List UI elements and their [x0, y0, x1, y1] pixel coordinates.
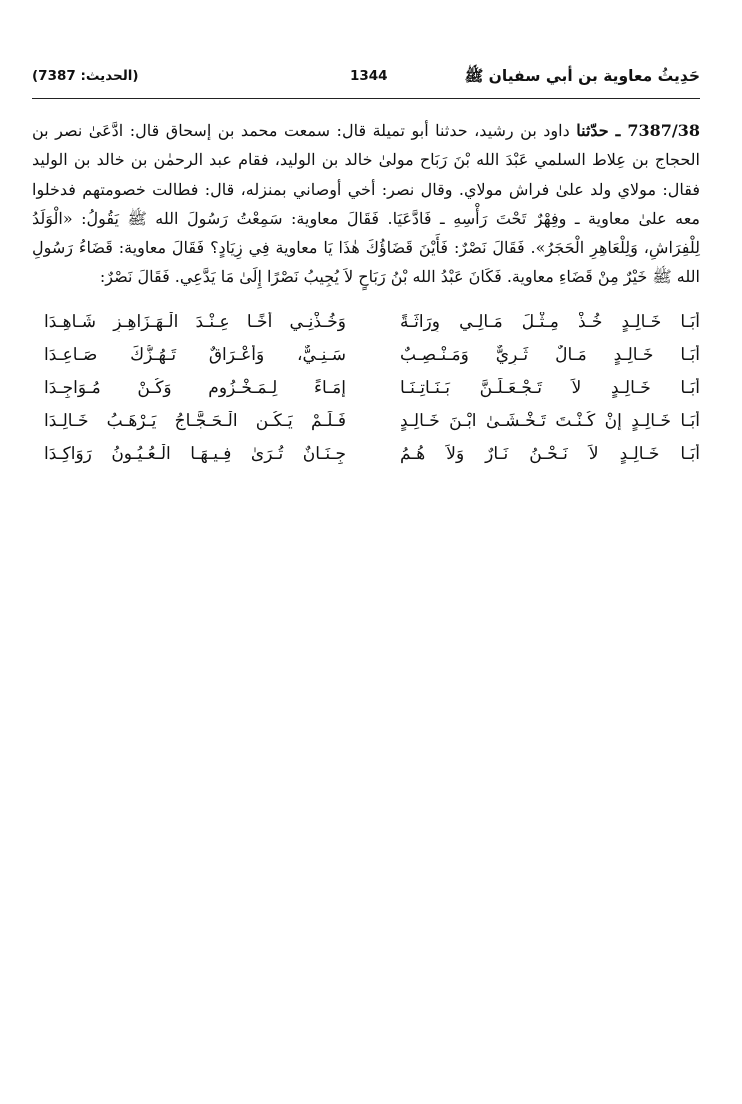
header-divider [32, 98, 700, 99]
verse-first-hemistich: أَبَـا خَـالِـدٍ مَـالٌ ثَـرِيٌّ وَمَـنْـصِـبٌ [400, 345, 700, 365]
verse-second-hemistich: وَخُـذْنِـي أَخًـا عِـنْـدَ الْـهَـزَاهِـزِ شَـاهِـدَا [44, 312, 346, 332]
verse-second-hemistich: فَـلَـمْ يَـكُـنِ الْـحَـجَّـاجُ يَـرْهَـبُ خَـالِـدَا [44, 411, 346, 431]
hadith-number: 7387/38 ـ حدّثنا [576, 121, 701, 140]
hadith-text [32, 116, 700, 292]
page-number: 1344 [350, 68, 388, 84]
hadith-body: داود بن رشيد، حدثنا أبو تميلة قال: سمعت محمد بن إسحاق قال: ادَّعَىٰ نصر بن الحجاج بن عِلاط السلمي عَبْدَ الله بْنَ رَبَاح مولىٰ خالد بن الوليد، فقام عبد الرحمٰن بن خالد بن الوليد فقال: مولاي ولد علىٰ فراش مولاي. وقال نصر: أخي أوصاني بمنزله، قال: فطالت خصومتهم فدخلوا معه علىٰ معاوية ـ وفِهْرٌ تَحْتَ رَأْسِهِ ـ فَادَّعَيَا. فَقَالَ معاوية: سَمِعْتُ رَسُولَ الله ﷺ يَقُولُ: «الْوَلَدُ لِلْفِرَاشِ، وَلِلْعَاهِرِ الْحَجَرُ». فَقَالَ نَصْرٌ: فَأَيْنَ قَضَاؤُكَ هٰذَا يَا معاوية فِي زِيَادٍ؟ فَقَالَ معاوية: قَضَاءُ رَسُولِ الله ﷺ خَيْرٌ مِنْ قَضَاءِ معاوية. فَكَانَ عَبْدُ الله بْنُ رَبَاحٍ لاَ يُجِيبُ نَصْرًا إِلَىٰ مَا يَدَّعِي. فَقَالَ نَصْرٌ: [32, 121, 701, 287]
verse-first-hemistich: أَبَـا خَـالِـدٍ لاَ نَـحْـنُ نَـارٌ وَلاَ هُـمُ [400, 444, 700, 464]
verse-second-hemistich: جِـنَـانٌ تُـرَىٰ فِـيـهَـا الْـعُـيُـونُ رَوَاكِـدَا [44, 444, 346, 464]
hadith-reference: (الحديث: 7387) [32, 68, 139, 84]
verse-first-hemistich: أَبَـا خَـالِـدٍ خُـذْ مِـثْـلَ مَـالِـي وِرَاثَـةً [400, 312, 700, 332]
poem-verse [32, 411, 700, 439]
verse-second-hemistich: إِمَـاءً لِـمَـخْـزُومٍ وَكُـنْ مُـوَاجِـدَا [44, 378, 346, 398]
verse-first-hemistich: أَبَـا خَـالِـدٍ إِنْ كُـنْـتَ تَـخْـشَـىٰ ابْـنَ خَـالِـدٍ [400, 411, 700, 431]
page-header [32, 66, 700, 90]
poem-verse [32, 378, 700, 406]
verse-second-hemistich: سَـنِـيٌّ، وَأَعْـرَاقٌ تَـهُـزُّكَ صَـاعِـدَا [44, 345, 346, 365]
poem-verse [32, 312, 700, 340]
verse-first-hemistich: أَبَـا خَـالِـدٍ لاَ تَـجْـعَـلَـنَّ بَـنَـاتِـنَـا [400, 378, 700, 398]
poem-verse [32, 345, 700, 373]
poem-verse [32, 444, 700, 472]
running-title: حَدِيثُ معاوية بن أبي سفيان ﷺ [464, 67, 700, 85]
